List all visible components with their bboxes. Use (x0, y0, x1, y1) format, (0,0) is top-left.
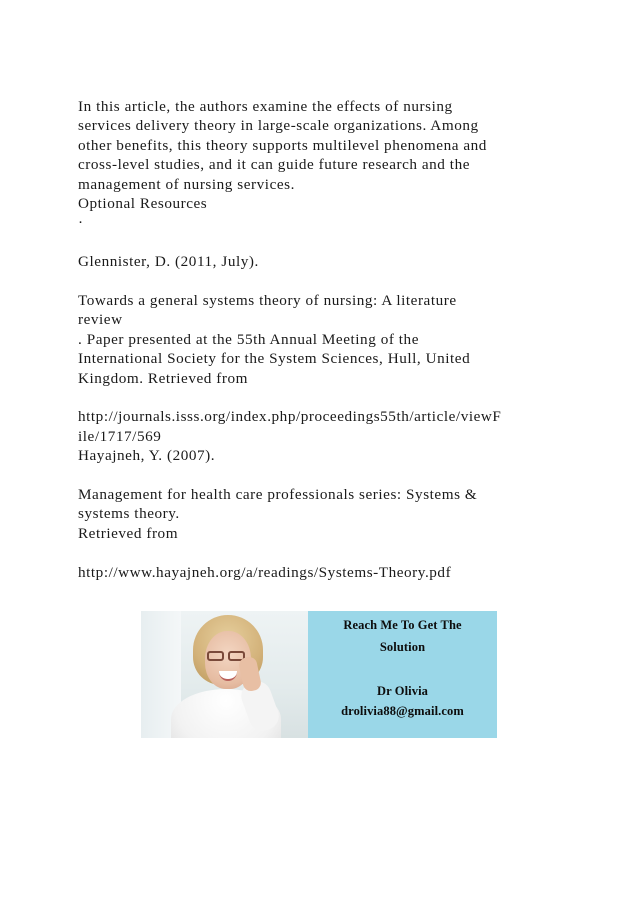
bullet-dot: · (78, 214, 84, 232)
blank-line (78, 543, 558, 562)
citation-title-line: review (78, 311, 123, 329)
contact-banner (141, 611, 497, 738)
citation-title-line: systems theory. (78, 505, 180, 523)
woman-photo (141, 611, 308, 738)
text-line: services delivery theory in large-scale organizations. Among (78, 117, 479, 135)
text-line: cross-level studies, and it can guide future research and the (78, 156, 471, 174)
contact-info-panel (308, 611, 497, 738)
citation-detail-line: International Society for the System Sciences, Hull, United (78, 350, 471, 368)
blank-line (78, 272, 558, 291)
banner-contact-email[interactable]: drolivia88@gmail.com (341, 704, 464, 718)
citation-url-line[interactable]: ile/1717/569 (78, 427, 162, 445)
banner-contact-name: Dr Olivia (376, 684, 429, 698)
blank-line (78, 466, 558, 485)
text-line: In this article, the authors examine the effects of nursing (78, 98, 453, 115)
citation-title-line: Management for health care professionals series: Systems & (78, 486, 478, 504)
citation-detail-line: . Paper presented at the 55th Annual Meeting of the (78, 330, 419, 348)
citation-detail-line: Retrieved from (78, 524, 179, 542)
section-heading-optional-resources: Optional Resources (78, 195, 208, 213)
citation-title-line: Towards a general systems theory of nursing: A literature (78, 292, 457, 310)
banner-headline: Reach Me To Get The (343, 618, 462, 632)
citation-author-glennister: Glennister, D. (2011, July). (78, 253, 259, 271)
citation-detail-line: Kingdom. Retrieved from (78, 369, 248, 387)
banner-headline-solution: Solution (379, 640, 426, 654)
citation-url-line[interactable]: http://www.hayajneh.org/a/readings/Systems-Theory.pdf (78, 563, 452, 581)
blank-line (78, 233, 558, 252)
blank-line (78, 388, 558, 407)
text-line: management of nursing services. (78, 175, 295, 193)
citation-url-line[interactable]: http://journals.isss.org/index.php/proceedings55th/article/viewF (78, 408, 502, 426)
text-line: other benefits, this theory supports multilevel phenomena and (78, 136, 487, 154)
document-body (78, 97, 558, 582)
citation-author-hayajneh: Hayajneh, Y. (2007). (78, 447, 216, 465)
